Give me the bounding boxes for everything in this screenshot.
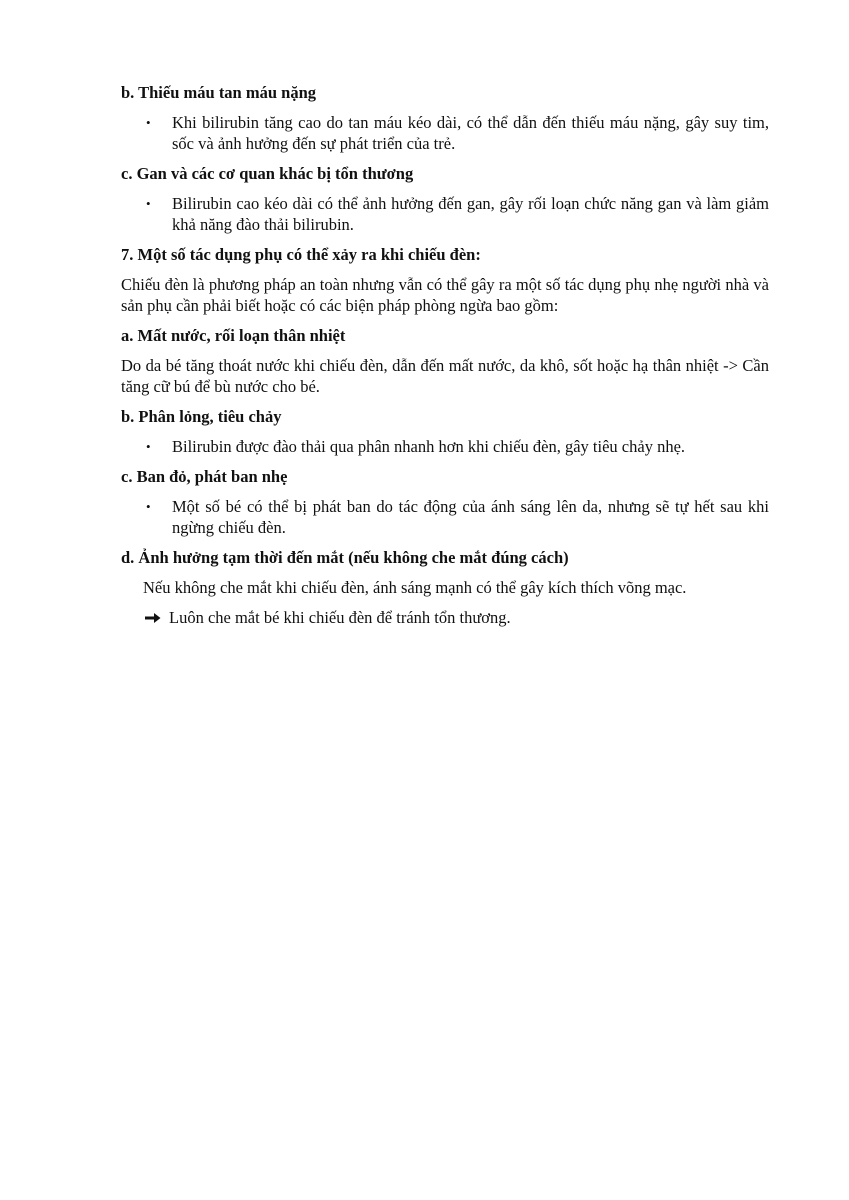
list-item: [121, 112, 769, 154]
eyes-text: Nếu không che mắt khi chiếu đèn, ánh sáng mạnh có thể gây kích thích võng mạc.: [143, 578, 687, 597]
heading-b-anemia: b. Thiếu máu tan máu nặng: [121, 83, 317, 102]
right-arrow-icon: [145, 612, 161, 624]
bullet-list-diarrhea: [121, 436, 769, 457]
list-item: [121, 193, 769, 235]
bullet-list-liver: [121, 193, 769, 235]
list-item: [121, 436, 769, 457]
heading-a-dehydration: a. Mất nước, rối loạn thân nhiệt: [121, 326, 346, 345]
list-item-text: Một số bé có thể bị phát ban do tác động của ánh sáng lên da, nhưng sẽ tự hết sau khi ngừng chiếu đèn.: [172, 497, 769, 537]
heading-c-rash: c. Ban đỏ, phát ban nhẹ: [121, 467, 288, 486]
bullet-list-anemia: [121, 112, 769, 154]
heading-section-7: 7. Một số tác dụng phụ có thể xảy ra khi chiếu đèn:: [121, 245, 481, 264]
list-item: [121, 496, 769, 538]
bullet-icon: •: [146, 196, 151, 211]
heading-b-diarrhea: b. Phân lỏng, tiêu chảy: [121, 407, 282, 426]
dehydration-text: Do da bé tăng thoát nước khi chiếu đèn, dẫn đến mất nước, da khô, sốt hoặc hạ thân nhiệt -> Cần tăng cữ bú để bù nước cho bé.: [121, 356, 769, 396]
bullet-icon: •: [146, 499, 151, 514]
bullet-icon: •: [146, 439, 151, 454]
heading-c-liver: c. Gan và các cơ quan khác bị tổn thương: [121, 164, 414, 183]
list-item-text: Bilirubin được đào thải qua phân nhanh hơn khi chiếu đèn, gây tiêu chảy nhẹ.: [172, 437, 686, 456]
heading-d-eyes: d. Ảnh hưởng tạm thời đến mắt (nếu không che mắt đúng cách): [121, 548, 569, 567]
eyes-advice-text: Luôn che mắt bé khi chiếu đèn để tránh tổn thương.: [169, 608, 511, 627]
section-7-intro: Chiếu đèn là phương pháp an toàn nhưng vẫn có thể gây ra một số tác dụng phụ nhẹ người nhà và sản phụ cần phải biết hoặc có các biện pháp phòng ngừa bao gồm:: [121, 275, 769, 315]
bullet-icon: •: [146, 115, 151, 130]
list-item-text: Bilirubin cao kéo dài có thể ảnh hưởng đến gan, gây rối loạn chức năng gan và làm giảm khả năng đào thải bilirubin.: [172, 194, 769, 234]
list-item-text: Khi bilirubin tăng cao do tan máu kéo dài, có thể dẫn đến thiếu máu nặng, gây suy tim, sốc và ảnh hưởng đến sự phát triển của trẻ.: [172, 113, 769, 153]
document-page: [121, 82, 769, 628]
eyes-advice-line: [121, 607, 769, 628]
bullet-list-rash: [121, 496, 769, 538]
